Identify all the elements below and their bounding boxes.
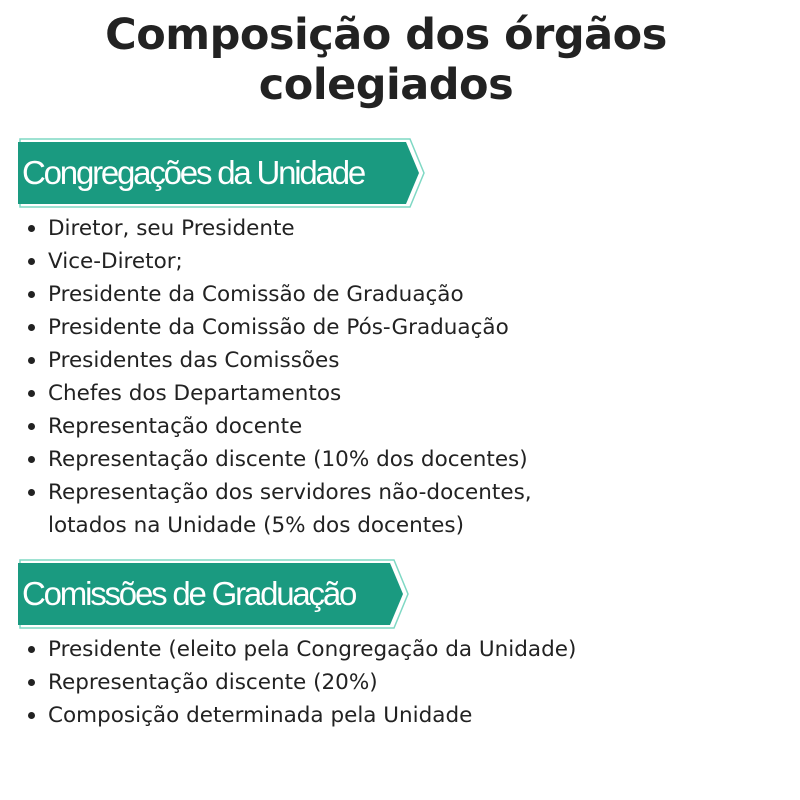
page-title: [0, 10, 772, 110]
bullet-icon: [28, 225, 35, 232]
bullet-icon: [28, 712, 35, 719]
list-item: [0, 311, 532, 344]
section-banner-comissoes: [18, 558, 412, 630]
list-item: [0, 278, 532, 311]
bullet-icon: [28, 390, 35, 397]
bullet-icon: [28, 258, 35, 265]
list-item: [0, 443, 532, 476]
section-banner-congregacoes: [18, 137, 428, 209]
list-item: [0, 344, 532, 377]
section-heading: Congregações da Unidade: [22, 154, 365, 191]
bullet-icon: [28, 324, 35, 331]
list-item-text: Representação dos servidores não-docentes,: [48, 480, 532, 505]
list-item: [0, 377, 532, 410]
list-item: [0, 410, 532, 443]
page-title-line-1: Composição dos órgãos: [105, 10, 667, 60]
list-item: [0, 212, 532, 245]
list-item-text: Composição determinada pela Unidade: [48, 703, 473, 728]
list-item-text: Representação discente (20%): [48, 670, 378, 695]
list-item: [0, 666, 576, 699]
congregacoes-list: [0, 212, 532, 542]
list-item-text: Representação discente (10% dos docentes): [48, 447, 528, 472]
list-item-text: Diretor, seu Presidente: [48, 216, 295, 241]
bullet-icon: [28, 679, 35, 686]
page-title-line-2: colegiados: [258, 60, 514, 110]
list-item-text: Presidente da Comissão de Pós-Graduação: [48, 315, 509, 340]
section-heading: Comissões de Graduação: [22, 575, 356, 612]
bullet-icon: [28, 423, 35, 430]
list-item-text: Presidentes das Comissões: [48, 348, 340, 373]
bullet-icon: [28, 456, 35, 463]
list-item-text: Presidente da Comissão de Graduação: [48, 282, 464, 307]
list-item: [0, 633, 576, 666]
bullet-icon: [28, 646, 35, 653]
bullet-icon: [28, 357, 35, 364]
list-item: [0, 245, 532, 278]
list-item-text: Chefes dos Departamentos: [48, 381, 342, 406]
list-item: [0, 476, 532, 542]
bullet-icon: [28, 489, 35, 496]
list-item-text: Representação docente: [48, 414, 303, 439]
bullet-icon: [28, 291, 35, 298]
list-item-text: Vice-Diretor;: [48, 249, 183, 274]
list-item-text: Presidente (eleito pela Congregação da Unidade): [48, 637, 577, 662]
comissoes-list: [0, 633, 576, 732]
list-item-text-continued: lotados na Unidade (5% dos docentes): [48, 513, 464, 538]
list-item: [0, 699, 576, 732]
